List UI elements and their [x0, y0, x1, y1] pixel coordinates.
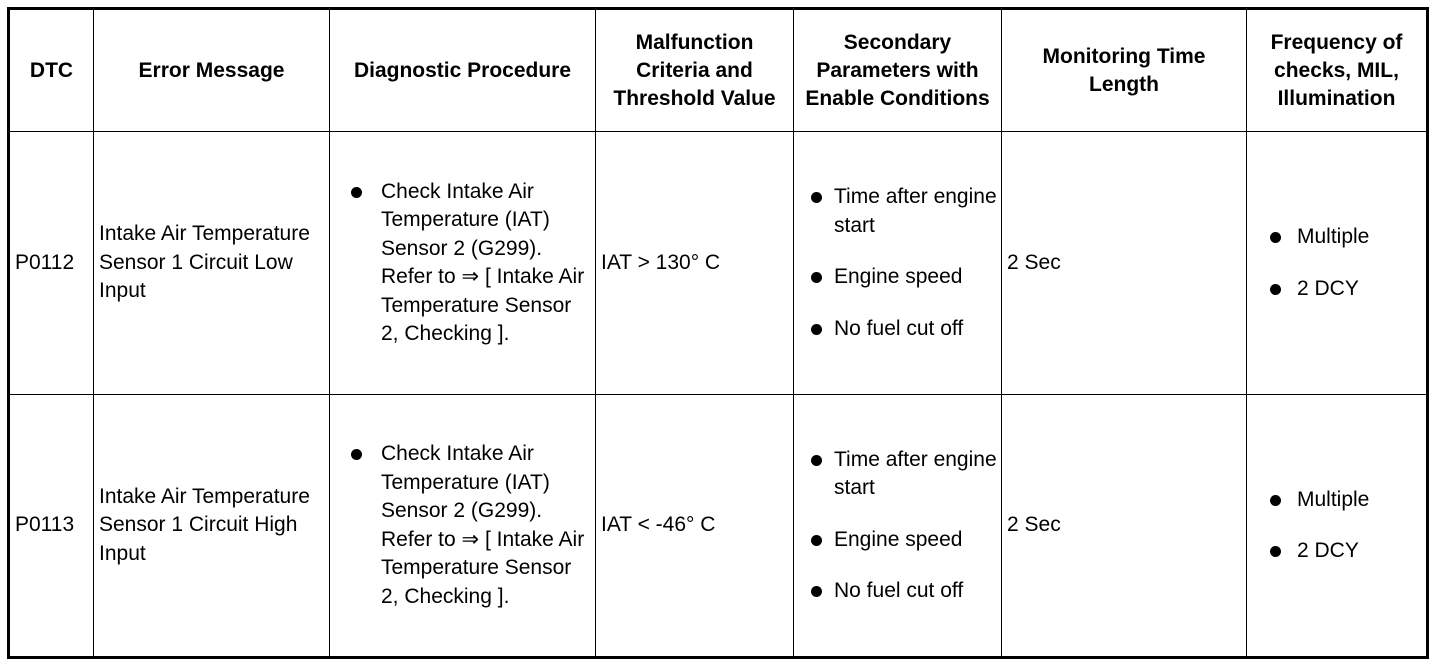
frequency-item: Multiple	[1252, 486, 1422, 515]
malfunction-criteria: IAT > 130° C	[596, 132, 794, 395]
error-message: Intake Air Temperature Sensor 1 Circuit Low Input	[94, 132, 330, 395]
header-error-message: Error Message	[94, 9, 330, 132]
header-diagnostic-procedure: Diagnostic Procedure	[330, 9, 596, 132]
frequency-item: Multiple	[1252, 223, 1422, 252]
header-secondary-parameters: Secondary Parameters with Enable Conditions	[794, 9, 1002, 132]
parameter-item: No fuel cut off	[799, 577, 997, 606]
parameter-item: Engine speed	[799, 263, 997, 292]
parameter-item: No fuel cut off	[799, 315, 997, 344]
procedure-step: Check Intake Air Temperature (IAT) Sensor 2 (G299). Refer to ⇒ [ Intake Air Temperature Sensor 2, Checking ].	[335, 440, 591, 611]
diagnostic-procedure	[330, 132, 596, 395]
frequency-item: 2 DCY	[1252, 275, 1422, 304]
dtc-code: P0113	[9, 395, 94, 658]
parameter-item: Time after engine start	[799, 183, 997, 240]
parameter-item: Engine speed	[799, 526, 997, 555]
monitoring-time: 2 Sec	[1002, 395, 1247, 658]
diagnostic-procedure	[330, 395, 596, 658]
header-frequency: Frequency of checks, MIL, Illumination	[1247, 9, 1428, 132]
header-dtc: DTC	[9, 9, 94, 132]
secondary-parameters	[794, 395, 1002, 658]
frequency	[1247, 395, 1428, 658]
table-row	[9, 132, 1428, 395]
dtc-table	[7, 7, 1429, 659]
frequency-item: 2 DCY	[1252, 537, 1422, 566]
parameter-item: Time after engine start	[799, 446, 997, 503]
monitoring-time: 2 Sec	[1002, 132, 1247, 395]
error-message: Intake Air Temperature Sensor 1 Circuit High Input	[94, 395, 330, 658]
header-monitoring-time: Monitoring Time Length	[1002, 9, 1247, 132]
header-malfunction-criteria: Malfunction Criteria and Threshold Value	[596, 9, 794, 132]
dtc-code: P0112	[9, 132, 94, 395]
header-row	[9, 9, 1428, 132]
table-row	[9, 395, 1428, 658]
secondary-parameters	[794, 132, 1002, 395]
malfunction-criteria: IAT < -46° C	[596, 395, 794, 658]
frequency	[1247, 132, 1428, 395]
procedure-step: Check Intake Air Temperature (IAT) Sensor 2 (G299). Refer to ⇒ [ Intake Air Temperature Sensor 2, Checking ].	[335, 178, 591, 349]
